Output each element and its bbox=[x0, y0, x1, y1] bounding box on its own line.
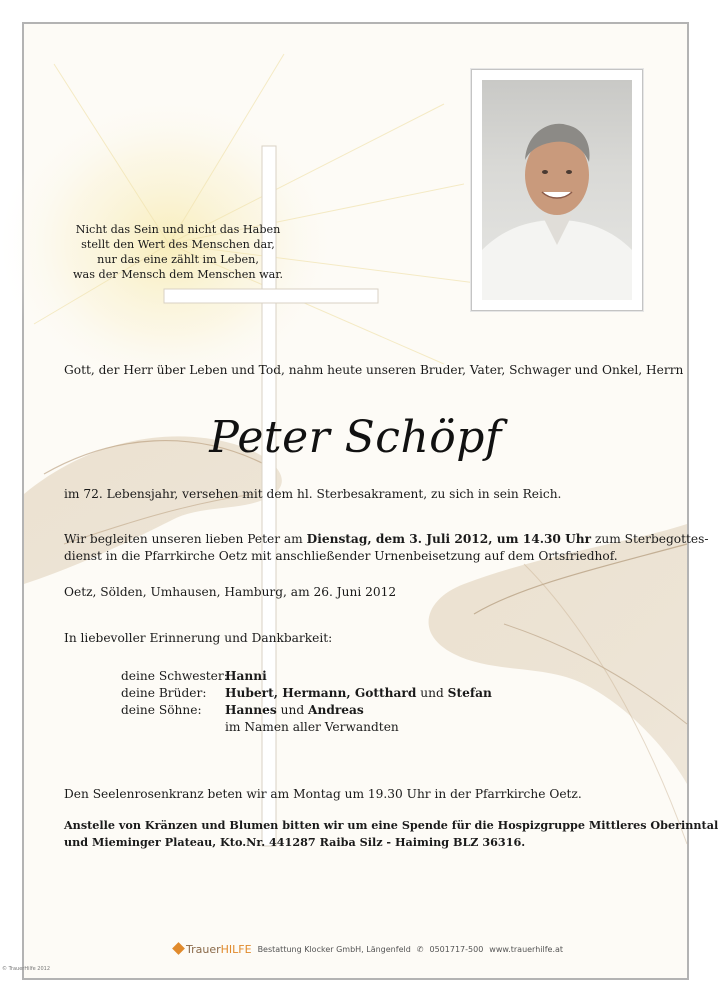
deceased-name: Peter Schöpf bbox=[209, 412, 502, 463]
footer bbox=[174, 942, 563, 956]
place-date: Oetz, Sölden, Umhausen, Hamburg, am 26. Juni 2012 bbox=[64, 585, 397, 599]
funeral-line-1: Wir begleiten unseren lieben Peter am Dienstag, dem 3. Juli 2012, um 14.30 Uhr zum Sterbegottes- bbox=[64, 532, 709, 546]
intro-text: Gott, der Herr über Leben und Tod, nahm heute unseren Bruder, Vater, Schwager und Onkel, Herrn bbox=[64, 363, 684, 377]
remembrance-text: In liebevoller Erinnerung und Dankbarkeit: bbox=[64, 631, 333, 645]
portrait-photo bbox=[471, 69, 643, 311]
family-role-brothers: deine Brüder: bbox=[121, 686, 207, 700]
company-name: Bestattung Klocker GmbH, Längenfeld bbox=[257, 944, 411, 954]
age-line: im 72. Lebensjahr, versehen mit dem hl. Sterbesakrament, zu sich in sein Reich. bbox=[64, 487, 562, 501]
quote-line: was der Mensch dem Menschen war. bbox=[72, 268, 284, 281]
quote-line: nur das eine zählt im Leben, bbox=[97, 253, 259, 266]
quote-line: Nicht das Sein und nicht das Haben bbox=[75, 223, 281, 236]
portrait-image bbox=[482, 80, 632, 300]
website-link[interactable]: www.trauerhilfe.at bbox=[489, 944, 564, 954]
family-role-sister: deine Schwester: bbox=[121, 669, 228, 683]
copyright: © TrauerHilfe 2012 bbox=[2, 966, 51, 972]
rosary-text: Den Seelenrosenkranz beten wir am Montag um 19.30 Uhr in der Pfarrkirche Oetz. bbox=[64, 787, 582, 801]
quote-line: stellt den Wert des Menschen dar, bbox=[81, 238, 275, 251]
logo-icon bbox=[172, 942, 185, 955]
phone-number: 0501717-500 bbox=[429, 944, 484, 954]
family-names-sons: Hannes und Andreas bbox=[225, 703, 364, 717]
family-names-sister: Hanni bbox=[225, 669, 267, 683]
family-role-sons: deine Söhne: bbox=[121, 703, 202, 717]
family-relatives: im Namen aller Verwandten bbox=[225, 720, 399, 734]
family-names-brothers: Hubert, Hermann, Gotthard und Stefan bbox=[225, 686, 492, 700]
donation-line-2: und Mieminger Plateau, Kto.Nr. 441287 Raiba Silz - Haiming BLZ 36316. bbox=[64, 835, 526, 849]
funeral-line-2: dienst in die Pfarrkirche Oetz mit anschließender Urnenbeisetzung auf dem Ortsfriedhof. bbox=[64, 549, 618, 563]
donation-line-1: Anstelle von Kränzen und Blumen bitten wir um eine Spende für die Hospizgruppe Mittleres Oberinntal bbox=[64, 818, 718, 832]
logo: TrauerHILFE bbox=[174, 943, 252, 956]
memorial-quote bbox=[64, 222, 292, 282]
phone-icon: ✆ bbox=[416, 944, 424, 954]
funeral-date: Dienstag, dem 3. Juli 2012, um 14.30 Uhr bbox=[306, 532, 592, 546]
obituary-card bbox=[22, 22, 718, 980]
